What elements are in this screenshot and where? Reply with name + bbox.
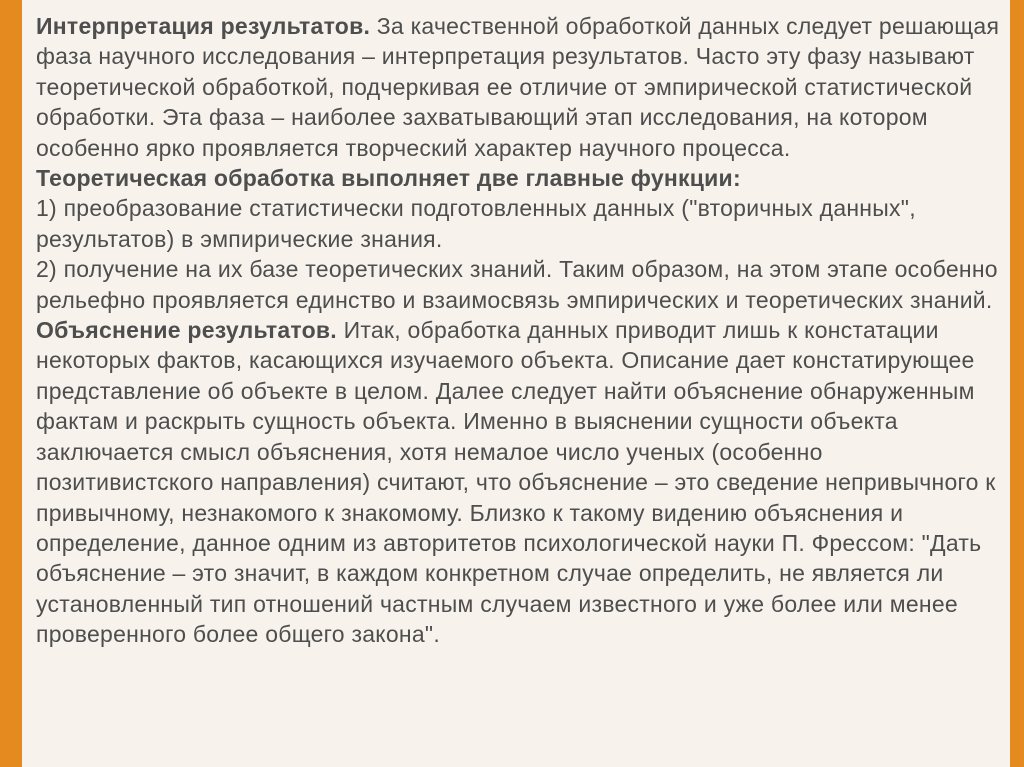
- text-function-2: 2) получение на их базе теоретических знаний. Таким образом, на этом этапе особенно рельефно проявляется единство и взаимосвязь эмпирических и теоретических знаний.: [36, 256, 998, 313]
- heading-explanation: Объяснение результатов.: [36, 317, 337, 344]
- paragraph-function-2: [36, 254, 1004, 315]
- paragraph-functions: [36, 163, 1004, 193]
- paragraph-interpretation: [36, 11, 1004, 163]
- text-body: [36, 11, 1004, 650]
- slide: [22, 0, 1010, 767]
- text-interpretation: За качественной обработкой данных следует решающая фаза научного исследования – интерпретация результатов. Часто эту фазу называют теоретической обработкой, подчеркивая ее отличие от эмпирической статистической обработки. Эта фаза – наиболее захватывающий этап исследования, на котором особенно ярко проявляется творческий характер научного процесса.: [36, 13, 1000, 161]
- heading-interpretation: Интерпретация результатов.: [36, 13, 371, 39]
- paragraph-explanation: [36, 315, 1004, 649]
- heading-functions: Теоретическая обработка выполняет две главные функции:: [36, 165, 741, 192]
- text-explanation: Итак, обработка данных приводит лишь к констатации некоторых фактов, касающихся изучаемого объекта. Описание дает констатирующее представление об объекте в целом. Далее следует найти объяснение обнаруженным фактам и раскрыть сущность объекта. Именно в выяснении сущности объекта заключается смысл объяснения, хотя немалое число ученых (особенно позитивистского направления) считают, что объяснение – это сведение непривычного к привычному, незнакомого к знакомому. Близко к такому видению объяснения и определение, данное одним из авторитетов психологической науки П. Фрессом: "Дать объяснение – это значит, в каждом конкретном случае определить, не является ли установленный тип отношений частным случаем известного и уже более или менее проверенного более общего закона".: [36, 317, 996, 648]
- paragraph-function-1: [36, 193, 1004, 254]
- text-function-1: 1) преобразование статистически подготовленных данных ("вторичных данных", результатов) в эмпирические знания.: [36, 195, 916, 252]
